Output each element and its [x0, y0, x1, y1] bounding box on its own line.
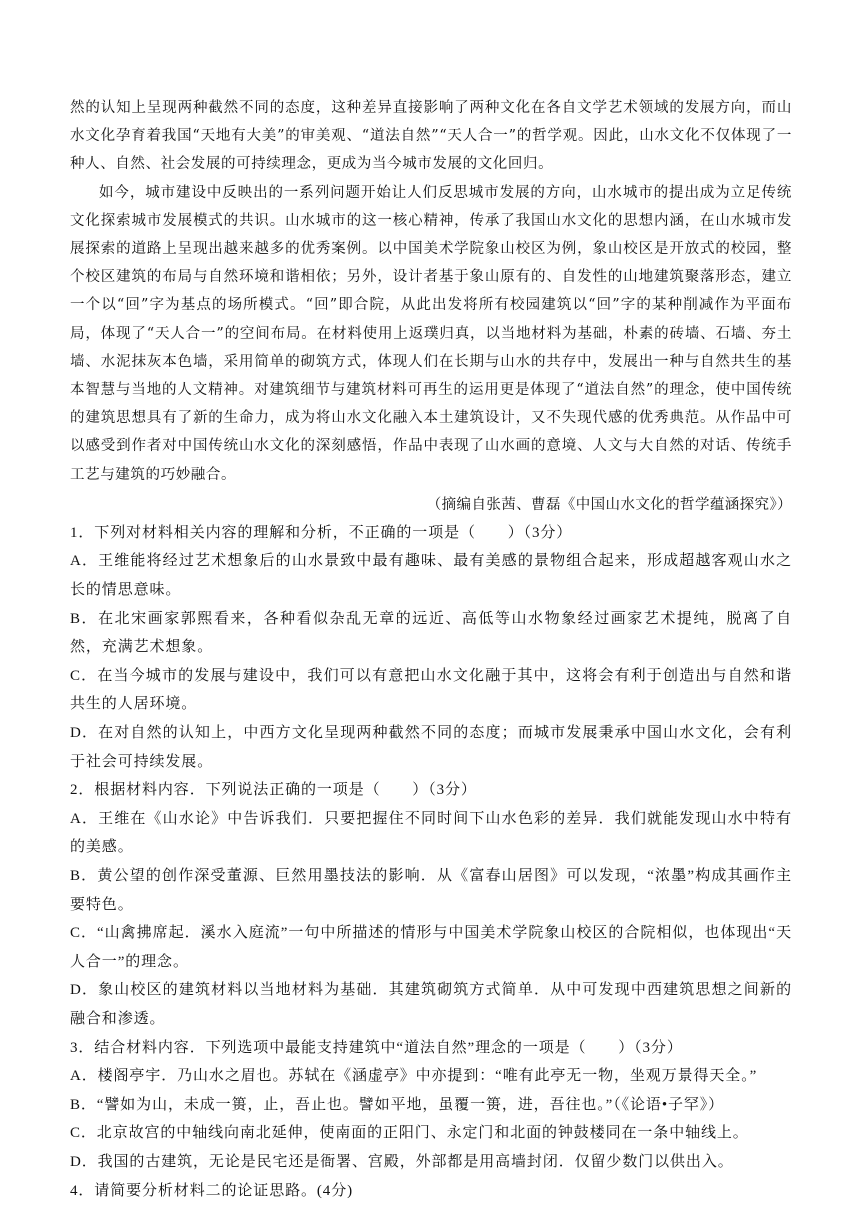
option-d: D．象山校区的建筑材料以当地材料为基础．其建筑砌筑方式简单．从中可发现中西建筑思想之间新的融合和渗透。 — [70, 982, 792, 1027]
question-stem: 2．根据材料内容．下列说法正确的一项是（ ）（3分） — [70, 782, 477, 799]
option-c: C．北京故宫的中轴线向南北延伸，使南面的正阳门、永定门和北面的钟鼓楼同在一条中轴线上。 — [70, 1125, 749, 1142]
option-a: A．王维能将经过艺术想象后的山水景致中最有趣味、最有美感的景物组合起来，形成超越客观山水之长的情思意味。 — [70, 553, 792, 599]
question-stem: 1．下列对材料相关内容的理解和分析，不正确的一项是（ ）（3分） — [70, 524, 573, 541]
passage-paragraph-2: 如今，城市建设中反映出的一系列问题开始让人们反思城市发展的方向，山水城市的提出成为立足传统文化探索城市发展模式的共识。山水城市的这一核心精神，传承了我国山水文化的思想内涵，在山水城市发展探索的道路上呈现出越来越多的优秀案例。以中国美术学院象山校区为例，象山校区是开放式的校园，整个校区建筑的布局与自然环境和谐相依；另外，设计者基于象山原有的、自发性的山地建筑聚落形态，建立一个以“回”字为基点的场所模式。“回”即合院，从此出发将所有校园建筑以“回”字的某种削减作为平面布局，体现了“天人合一”的空间布局。在材料使用上返璞归真，以当地材料为基础，朴素的砖墙、石墙、夯土墙、水泥抹灰本色墙，采用简单的砌筑方式，体现人们在长期与山水的共存中，发展出一种与自然共生的基本智慧与当地的人文精神。对建筑细节与建筑材料可再生的运用更是体现了“道法自然”的理念，使中国传统的建筑思想具有了新的生命力，成为将山水文化融入本土建筑设计，又不失现代感的优秀典范。从作品中可以感受到作者对中国传统山水文化的深刻感悟，作品中表现了山水画的意境、人文与大自然的对话、传统手工艺与建筑的巧妙融合。 — [70, 184, 792, 483]
option-c: C．“山禽拂席起．溪水入庭流”一句中所描述的情形与中国美术学院象山校区的合院相似，也体现出“天人合一”的理念。 — [70, 925, 792, 970]
question-stem: 3．结合材料内容．下列选项中最能支持建筑中“道法自然”理念的一项是（ ）（3分） — [70, 1039, 683, 1056]
passage-paragraph-1: 然的认知上呈现两种截然不同的态度，这种差异直接影响了两种文化在各自文学艺术领域的发展方向，而山水文化孕育着我国“天地有大美”的审美观、“道法自然”“天人合一”的哲学观。因此，山水文化不仅体现了一种人、自然、社会发展的可持续理念，更成为当今城市发展的文化回归。 — [70, 100, 792, 173]
option-d: D．在对自然的认知上，中西方文化呈现两种截然不同的态度；而城市发展秉承中国山水文化，会有利于社会可持续发展。 — [70, 725, 792, 770]
option-a: A．王维在《山水论》中告诉我们．只要把握住不同时间下山水色彩的差异．我们就能发现山水中特有的美感。 — [70, 810, 792, 856]
option-b: B．黄公望的创作深受董源、巨然用墨技法的影响．从《富春山居图》可以发现，“浓墨”构成其画作主要特色。 — [70, 867, 792, 913]
question-1 — [70, 519, 792, 776]
question-3 — [70, 1034, 792, 1177]
passage-source: （摘编自张茜、曹磊《中国山水文化的哲学蕴涵探究》） — [426, 496, 792, 513]
question-2 — [70, 776, 792, 1033]
option-b: B．在北宋画家郭熙看来，各种看似杂乱无章的远近、高低等山水物象经过画家艺术提纯，脱离了自然，充满艺术想象。 — [70, 610, 792, 656]
exam-page — [70, 94, 792, 1205]
option-a: A．楼阁亭宇．乃山水之眉也。苏轼在《涵虚亭》中亦提到：“唯有此亭无一物，坐观万景得天全。” — [70, 1068, 758, 1085]
option-d: D．我国的古建筑，无论是民宅还是衙署、宫殿，外部都是用高墙封闭．仅留少数门以供出入。 — [70, 1153, 734, 1170]
option-b: B．“譬如为山，未成一篑，止，吾止也。譬如平地，虽覆一篑，进，吾往也。”（《论语•子罕》） — [70, 1096, 725, 1113]
question-4 — [70, 1177, 792, 1206]
option-c: C．在当今城市的发展与建设中，我们可以有意把山水文化融于其中，这将会有利于创造出与自然和谐共生的人居环境。 — [70, 667, 792, 713]
question-stem: 4．请简要分析材料二的论证思路。(4分) — [70, 1182, 353, 1199]
